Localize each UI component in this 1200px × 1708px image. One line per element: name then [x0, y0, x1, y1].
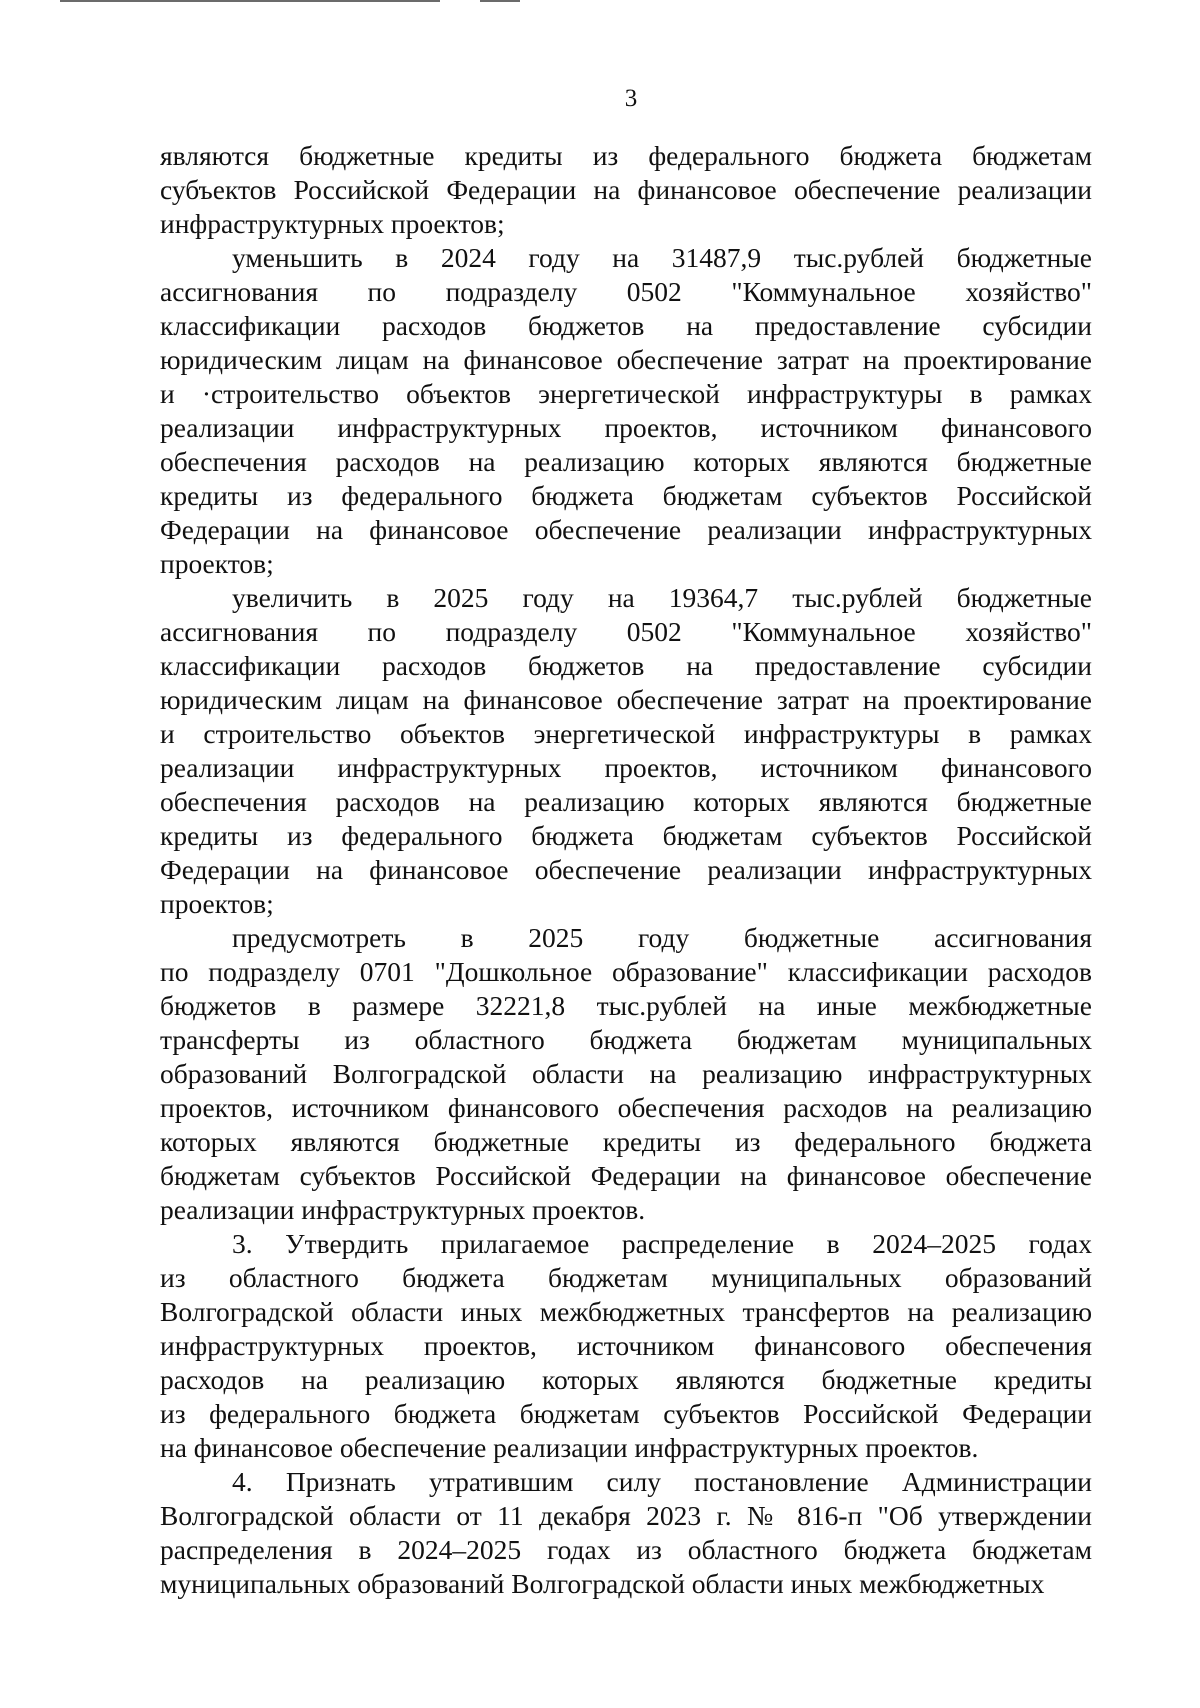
text-line: из областного бюджета бюджетам муниципальных образований: [160, 1262, 1092, 1293]
paragraph: [160, 139, 1092, 241]
page-number: 3: [624, 85, 638, 112]
text-line: на финансовое обеспечение реализации инфраструктурных проектов.: [160, 1432, 979, 1463]
text-line: и ·строительство объектов энергетической инфраструктуры в рамках: [160, 378, 1092, 409]
text-line: юридическим лицам на финансовое обеспечение затрат на проектирование: [160, 684, 1092, 715]
text-line: увеличить в 2025 году на 19364,7 тыс.рублей бюджетные: [232, 582, 1092, 613]
text-line: проектов;: [160, 548, 274, 579]
text-line: проектов, источником финансового обеспечения расходов на реализацию: [160, 1092, 1092, 1123]
text-line: 3. Утвердить прилагаемое распределение в 2024–2025 годах: [232, 1228, 1092, 1259]
paragraph: [160, 1465, 1092, 1601]
text-line: проектов;: [160, 888, 274, 919]
text-line: классификации расходов бюджетов на предоставление субсидии: [160, 650, 1092, 681]
text-line: ассигнования по подразделу 0502 "Коммунальное хозяйство": [160, 616, 1092, 647]
text-line: Волгоградской области от 11 декабря 2023 г. № 816-п "Об утверждении: [160, 1500, 1092, 1531]
text-line: бюджетов в размере 32221,8 тыс.рублей на иные межбюджетные: [160, 990, 1092, 1021]
text-line: являются бюджетные кредиты из федерального бюджета бюджетам: [160, 140, 1092, 171]
text-line: образований Волгоградской области на реализацию инфраструктурных: [160, 1058, 1092, 1089]
text-line: трансферты из областного бюджета бюджетам муниципальных: [160, 1024, 1092, 1055]
text-line: и строительство объектов энергетической инфраструктуры в рамках: [160, 718, 1092, 749]
scan-edge-mark: [60, 0, 440, 2]
text-line: кредиты из федерального бюджета бюджетам субъектов Российской: [160, 480, 1092, 511]
text-line: по подразделу 0701 "Дошкольное образование" классификации расходов: [160, 956, 1092, 987]
text-line: бюджетам субъектов Российской Федерации на финансовое обеспечение: [160, 1160, 1092, 1191]
text-line: классификации расходов бюджетов на предоставление субсидии: [160, 310, 1092, 341]
text-line: инфраструктурных проектов;: [160, 208, 505, 239]
text-line: Федерации на финансовое обеспечение реализации инфраструктурных: [160, 854, 1092, 885]
text-line: реализации инфраструктурных проектов.: [160, 1194, 646, 1225]
text-line: из федерального бюджета бюджетам субъектов Российской Федерации: [160, 1398, 1092, 1429]
text-line: ассигнования по подразделу 0502 "Коммунальное хозяйство": [160, 276, 1092, 307]
scan-edge-mark: [480, 0, 520, 2]
paragraph: [160, 241, 1092, 581]
paragraph: [160, 921, 1092, 1227]
text-line: обеспечения расходов на реализацию которых являются бюджетные: [160, 446, 1092, 477]
paragraph: [160, 1227, 1092, 1465]
text-line: инфраструктурных проектов, источником финансового обеспечения: [160, 1330, 1092, 1361]
text-line: реализации инфраструктурных проектов, источником финансового: [160, 412, 1092, 443]
text-line: предусмотреть в 2025 году бюджетные ассигнования: [232, 922, 1092, 953]
text-line: расходов на реализацию которых являются бюджетные кредиты: [160, 1364, 1092, 1395]
text-line: кредиты из федерального бюджета бюджетам субъектов Российской: [160, 820, 1092, 851]
text-line: Волгоградской области иных межбюджетных трансфертов на реализацию: [160, 1296, 1092, 1327]
text-line: субъектов Российской Федерации на финансовое обеспечение реализации: [160, 174, 1092, 205]
document-body: [160, 139, 1092, 1601]
text-line: уменьшить в 2024 году на 31487,9 тыс.рублей бюджетные: [232, 242, 1092, 273]
text-line: распределения в 2024–2025 годах из областного бюджета бюджетам: [160, 1534, 1092, 1565]
paragraph: [160, 581, 1092, 921]
text-line: Федерации на финансовое обеспечение реализации инфраструктурных: [160, 514, 1092, 545]
text-line: муниципальных образований Волгоградской области иных межбюджетных: [160, 1568, 1045, 1599]
text-line: обеспечения расходов на реализацию которых являются бюджетные: [160, 786, 1092, 817]
text-line: 4. Признать утратившим силу постановление Администрации: [232, 1466, 1092, 1497]
text-line: реализации инфраструктурных проектов, источником финансового: [160, 752, 1092, 783]
text-line: которых являются бюджетные кредиты из федерального бюджета: [160, 1126, 1092, 1157]
text-line: юридическим лицам на финансовое обеспечение затрат на проектирование: [160, 344, 1092, 375]
